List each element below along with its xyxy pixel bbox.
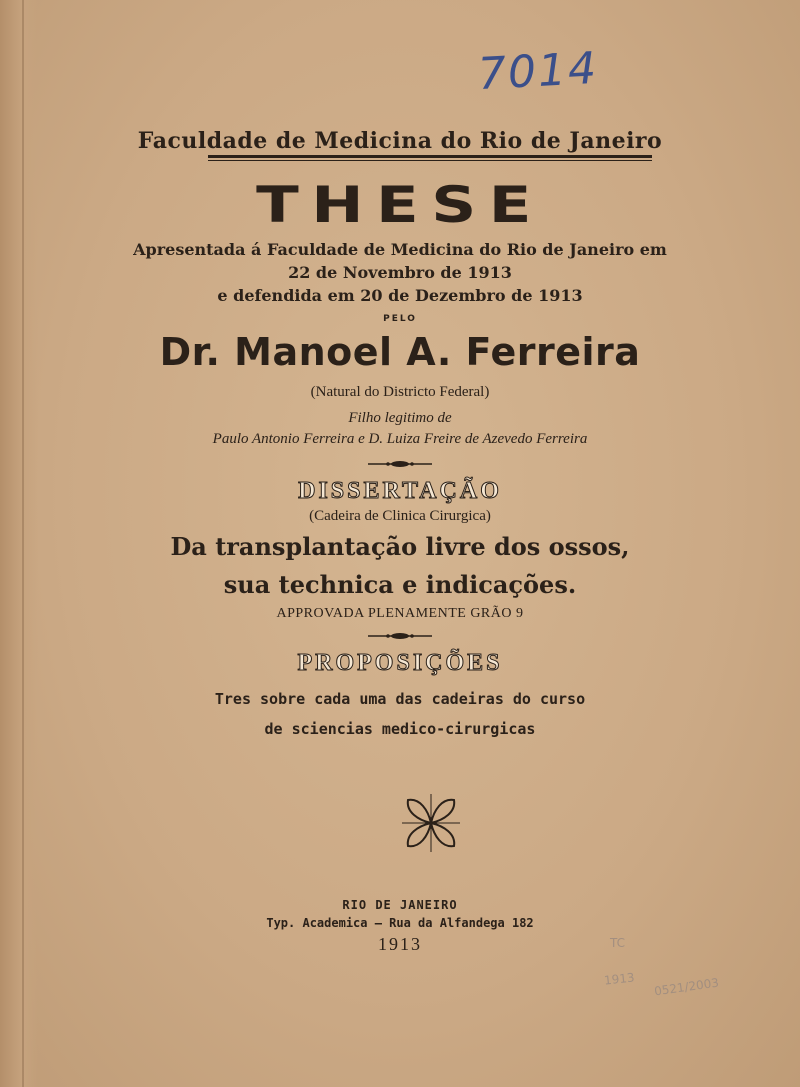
ornament-divider-icon	[368, 630, 432, 642]
thesis-title: THESE	[256, 176, 544, 234]
defended-line: e defendida em 20 de Dezembro de 1913	[217, 286, 583, 305]
dissertation-title-line1: Da transplantação livre dos ossos,	[170, 532, 630, 561]
author-origin: (Natural do Districto Federal)	[310, 384, 490, 400]
dissertation-title-line2: sua technica e indicações.	[223, 570, 577, 599]
parents-line: Paulo Antonio Ferreira e D. Luiza Freire de Azevedo Ferreira	[212, 431, 588, 447]
handwritten-number: 7014	[476, 42, 600, 101]
pencil-mark-2: 1913	[603, 970, 636, 988]
chair-line: (Cadeira de Clinica Cirurgica)	[309, 508, 491, 524]
heading-rule-thick	[208, 155, 652, 158]
propositions-line1: Tres sobre cada uma das cadeiras do curso	[214, 690, 586, 708]
presented-line: Apresentada á Faculdade de Medicina do Rio de Janeiro em	[133, 240, 667, 259]
ornament-divider-icon	[368, 458, 432, 470]
propositions-line2: de sciencias medico-cirurgicas	[264, 720, 536, 738]
by-label: PELO	[383, 314, 417, 324]
publication-place: RIO DE JANEIRO	[342, 898, 458, 912]
printer-line: Typ. Academica — Rua da Alfandega 182	[266, 916, 534, 930]
son-of-line: Filho legitimo de	[348, 410, 452, 426]
floral-emblem-icon	[398, 790, 464, 856]
faculty-heading: Faculdade de Medicina do Rio de Janeiro	[137, 128, 663, 154]
heading-rule-thin	[208, 160, 652, 161]
dissertation-heading: DISSERTAÇÃO	[298, 478, 502, 504]
pencil-mark-3: 0521/2003	[653, 975, 720, 999]
presented-date: 22 de Novembro de 1913	[288, 263, 512, 282]
propositions-heading: PROPOSIÇÕES	[297, 650, 503, 676]
publication-year: 1913	[378, 934, 422, 954]
approval-line: APPROVADA PLENAMENTE GRÃO 9	[276, 606, 524, 621]
author-name: Dr. Manoel A. Ferreira	[159, 330, 641, 374]
pencil-mark-1: TC	[610, 936, 626, 950]
